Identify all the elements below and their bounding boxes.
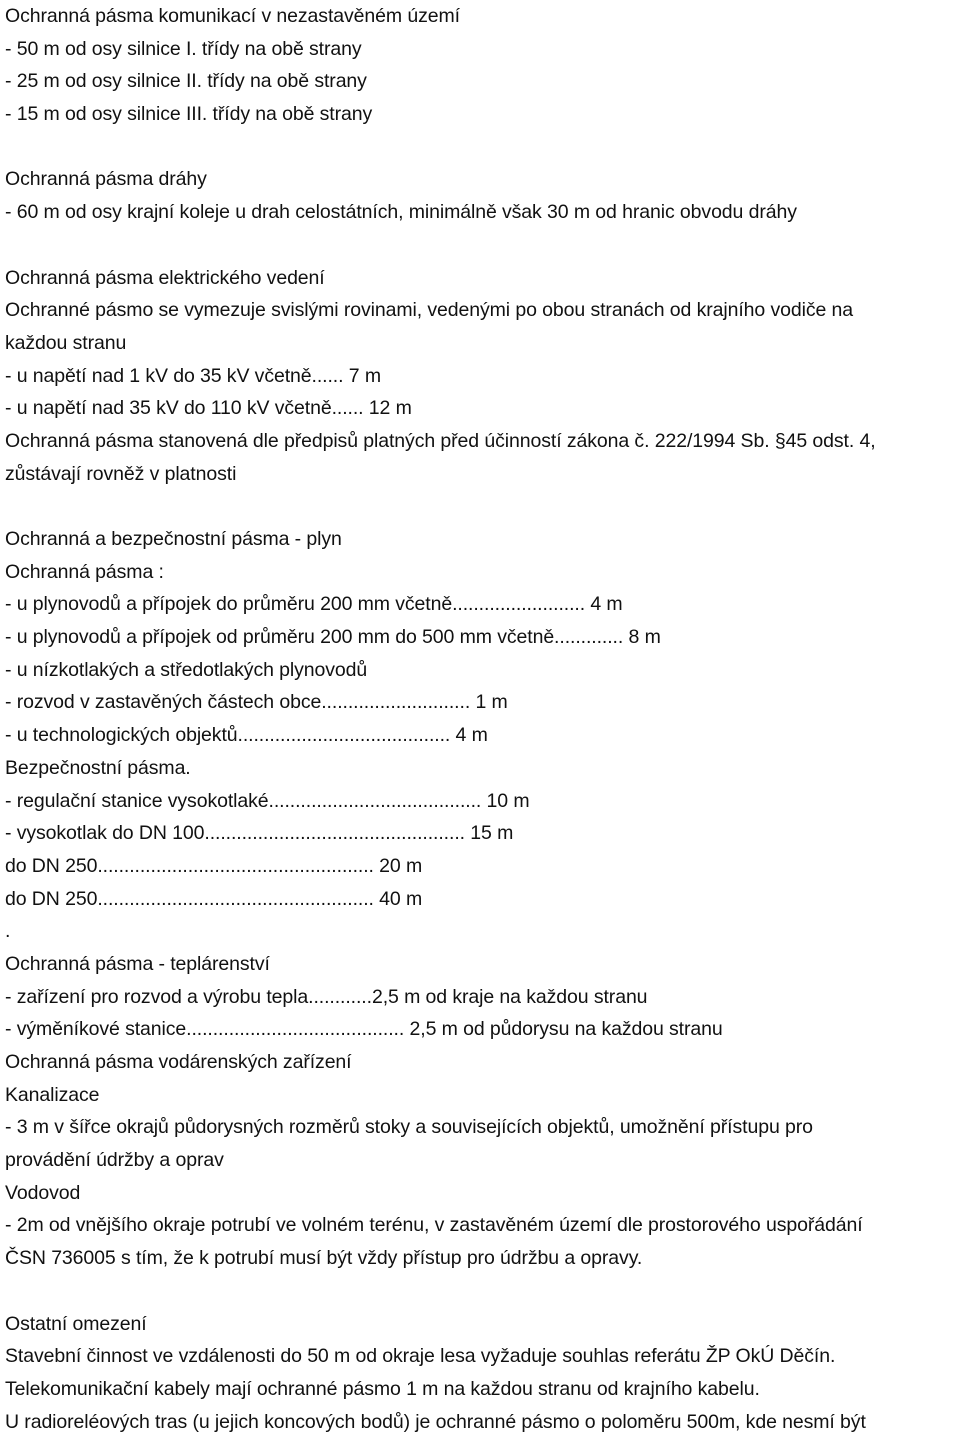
voltage-35kv-line: - u napětí nad 1 kV do 35 kV včetně...... 7 m bbox=[5, 364, 381, 387]
heading-water-protection: Ochranná pásma vodárenských zařízení bbox=[5, 1051, 352, 1073]
gas-200mm-line: - u plynovodů a přípojek do průměru 200 mm včetně......................... 4 m bbox=[5, 593, 623, 616]
document-page bbox=[5, 0, 960, 1438]
road-class-2-line: - 25 m od osy silnice II. třídy na obě strany bbox=[5, 70, 367, 93]
heat-distribution-line: - zařízení pro rozvod a výrobu tepla............2,5 m od kraje na každou stranu bbox=[5, 985, 648, 1008]
legacy-zones-line: Ochranná pásma stanovená dle předpisů platných před účinností zákona č. 222/1994 Sb. §45 odst. 4, bbox=[5, 429, 876, 452]
water-supply-subheading: Vodovod bbox=[5, 1181, 81, 1204]
electric-definition-continued: každou stranu bbox=[5, 331, 127, 354]
heading-other-restrictions: Ostatní omezení bbox=[5, 1312, 147, 1335]
safety-zones-subheading: Bezpečnostní pásma. bbox=[5, 756, 191, 779]
road-class-3-line: - 15 m od osy silnice III. třídy na obě strany bbox=[5, 103, 373, 126]
gas-low-pressure-line: - u nízkotlakých a středotlakých plynovodů bbox=[5, 658, 368, 681]
dn250-40m-line: do DN 250.................................................... 40 m bbox=[5, 887, 423, 910]
gas-protection-subheading: Ochranná pásma : bbox=[5, 560, 164, 583]
blank-line bbox=[5, 229, 960, 262]
sewer-rule-continued: provádění údržby a oprav bbox=[5, 1149, 224, 1172]
heading-gas-protection: Ochranná a bezpečnostní pásma - plyn bbox=[5, 528, 342, 550]
heading-railway-protection: Ochranná pásma dráhy bbox=[5, 168, 207, 191]
electric-definition-line: Ochranné pásmo se vymezuje svislými rovinami, vedenými po obou stranách od krajního vodiče na bbox=[5, 299, 854, 322]
blank-line bbox=[5, 1275, 960, 1308]
heading-road-protection: Ochranná pásma komunikací v nezastavěném území bbox=[5, 5, 460, 27]
railway-distance-line: - 60 m od osy krajní koleje u drah celostátních, minimálně však 30 m od hranic obvodu dráhy bbox=[5, 201, 797, 224]
water-supply-rule-continued: ČSN 736005 s tím, že k potrubí musí být vždy přístup pro údržbu a opravy. bbox=[5, 1247, 643, 1270]
gas-technology-line: - u technologických objektů........................................ 4 m bbox=[5, 724, 488, 747]
voltage-110kv-line: - u napětí nad 35 kV do 110 kV včetně...... 12 m bbox=[5, 397, 412, 420]
telecom-cable-line: Telekomunikační kabely mají ochranné pásmo 1 m na každou stranu od krajního kabelu. bbox=[5, 1377, 760, 1400]
road-class-1-line: - 50 m od osy silnice I. třídy na obě strany bbox=[5, 37, 362, 60]
gas-distribution-line: - rozvod v zastavěných částech obce............................ 1 m bbox=[5, 691, 508, 714]
gas-500mm-line: - u plynovodů a přípojek od průměru 200 mm do 500 mm včetně............. 8 m bbox=[5, 626, 661, 649]
water-supply-rule-line: - 2m od vnějšího okraje potrubí ve volném terénu, v zastavěném území dle prostorového uspořádání bbox=[5, 1214, 863, 1237]
dot-line: . bbox=[5, 920, 11, 943]
regulation-station-line: - regulační stanice vysokotlaké........................................ 10 m bbox=[5, 789, 530, 812]
high-pressure-dn100-line: - vysokotlak do DN 100................................................. 15 m bbox=[5, 822, 514, 845]
sewer-subheading: Kanalizace bbox=[5, 1083, 100, 1106]
forest-distance-line: Stavební činnost ve vzdálenosti do 50 m od okraje lesa vyžaduje souhlas referátu ŽP OkÚ Děčín. bbox=[5, 1345, 836, 1368]
legacy-zones-continued: zůstávají rovněž v platnosti bbox=[5, 462, 237, 485]
dn250-20m-line: do DN 250.................................................... 20 m bbox=[5, 854, 423, 877]
exchanger-station-line: - výměníkové stanice......................................... 2,5 m od půdorysu na každou stranu bbox=[5, 1018, 723, 1041]
blank-line bbox=[5, 131, 960, 164]
blank-line bbox=[5, 490, 960, 523]
sewer-rule-line: - 3 m v šířce okrajů půdorysných rozměrů stoky a souvisejících objektů, umožnění přístupu pro bbox=[5, 1116, 813, 1139]
heading-heating-protection: Ochranná pásma - teplárenství bbox=[5, 952, 270, 975]
heading-electric-protection: Ochranná pásma elektrického vedení bbox=[5, 266, 325, 289]
radio-relay-line: U radioreléových tras (u jejich koncových bodů) je ochranné pásmo o poloměru 500m, kde nesmí být bbox=[5, 1410, 866, 1433]
